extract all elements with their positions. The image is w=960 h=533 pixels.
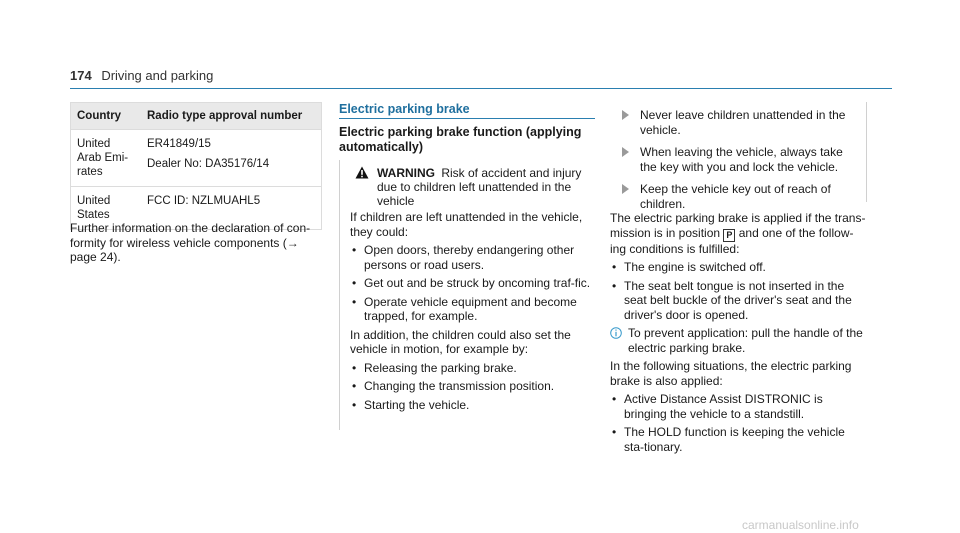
park-position-icon: P — [723, 229, 735, 242]
following-intro: In the following situations, the electric parking brake is also applied: — [610, 359, 852, 388]
situation-list — [610, 392, 868, 454]
condition-list — [610, 260, 868, 322]
table-header-row — [71, 103, 322, 130]
radio-approval-table — [70, 102, 322, 230]
list-item: • Releasing the parking brake. — [350, 361, 595, 376]
tip-text: To prevent application: pull the handle of the electric parking brake. — [628, 326, 863, 355]
warning-intro-2: In addition, the children could also set the vehicle in motion, for example by: — [350, 327, 571, 356]
list-item: • Changing the transmission position. — [350, 379, 595, 394]
list-item: • The engine is switched off. — [610, 260, 868, 275]
applied-text-post: and one of the follow-ing conditions is fulfilled: — [610, 225, 854, 256]
list-item: • Get out and be struck by oncoming traf-fic. — [350, 276, 595, 291]
table-header-approval: Radio type approval number — [141, 103, 322, 130]
could-list — [350, 243, 595, 324]
approval-line: FCC ID: NZLMUAHL5 — [147, 195, 261, 207]
tip-note — [610, 326, 868, 355]
list-item: • The HOLD function is keeping the vehicle sta-tionary. — [610, 425, 868, 454]
table-cell-approval — [141, 130, 322, 187]
subsection-title: Electric parking brake function (applying automatically) — [339, 125, 582, 154]
table-row — [71, 130, 322, 187]
applied-text-pre: The electric parking brake is applied if the trans-mission is in position — [610, 211, 866, 240]
info-icon — [610, 327, 622, 339]
list-item — [622, 145, 858, 174]
table-header-country: Country — [71, 103, 142, 130]
motion-list — [350, 361, 595, 413]
warning-text: Risk of accident and injury due to children left unattended in the vehicle — [377, 166, 582, 208]
list-item — [622, 182, 858, 211]
approval-line: Dealer No: DA35176/14 — [147, 158, 270, 170]
arrow-right-icon — [622, 147, 629, 157]
instruction-list — [622, 108, 858, 219]
list-item: • Active Distance Assist DISTRONIC is bringing the vehicle to a standstill. — [610, 392, 868, 421]
arrow-right-icon — [622, 110, 629, 120]
watermark: carmanualsonline.info — [742, 518, 859, 532]
approval-line: ER41849/15 — [147, 138, 211, 150]
arrow-right-icon — [622, 184, 629, 194]
list-item: • Operate vehicle equipment and become trapped, for example. — [350, 295, 595, 324]
warning-body — [350, 210, 595, 416]
instruction-text: When leaving the vehicle, always take the key with you and lock the vehicle. — [640, 145, 843, 174]
page-number: 174 — [70, 68, 92, 83]
section-title: Electric parking brake — [339, 102, 470, 116]
page-header — [70, 68, 213, 83]
parking-brake-conditions — [610, 211, 868, 458]
section-name: Driving and parking — [101, 68, 214, 83]
warning-intro: If children are left unattended in the vehicle, they could: — [350, 210, 583, 239]
list-item — [622, 108, 858, 137]
list-item: • Open doors, thereby endangering other persons or road users. — [350, 243, 595, 272]
instruction-text: Never leave children unattended in the vehicle. — [640, 108, 846, 137]
declaration-note: Further information on the declaration of con-formity for wireless vehicle components (→ page 24). — [70, 221, 311, 264]
section-rule — [339, 118, 595, 119]
instruction-text: Keep the vehicle key out of reach of children. — [640, 182, 831, 211]
table-cell-country: United Arab Emi-rates — [71, 130, 142, 187]
list-item: • Starting the vehicle. — [350, 398, 595, 413]
applied-paragraph — [610, 211, 868, 256]
list-item: • The seat belt tongue is not inserted in the seat belt buckle of the driver's seat and the driver's door is opened. — [610, 279, 868, 323]
table-cell-country: United States — [71, 187, 142, 230]
warning-label: WARNING — [377, 166, 435, 180]
warning-heading — [357, 166, 589, 208]
warning-triangle-icon — [355, 166, 369, 179]
header-rule — [70, 88, 892, 89]
